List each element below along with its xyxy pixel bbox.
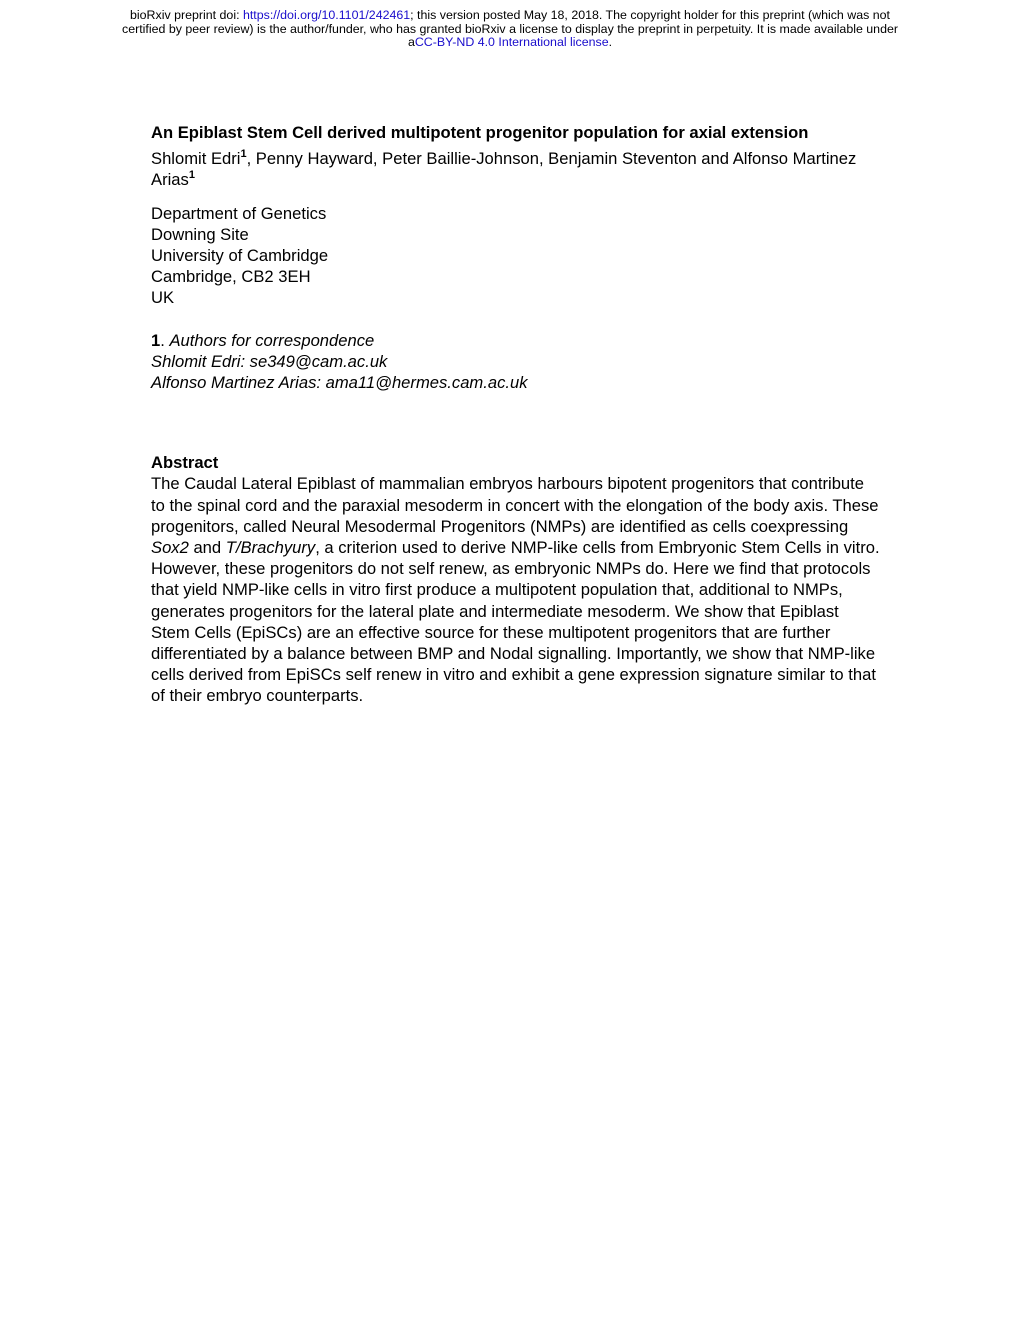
affiliation-line-2: Downing Site — [151, 224, 249, 244]
header-line-2: certified by peer review) is the author/funder, who has granted bioRxiv a license to display the preprint in perpetuity. It is made available under — [122, 21, 898, 36]
abstract-part-1: The Caudal Lateral Epiblast of mammalian embryos harbours bipotent progenitors that contribute to the spinal cord and the paraxial mesoderm in concert with the elongation of the body axis. These progenitors, called Neural Mesodermal Progenitors (NMPs) are identified as cells coexpressing — [151, 474, 879, 536]
abstract-heading: Abstract — [151, 453, 219, 473]
affiliation-line-4: Cambridge, CB2 3EH — [151, 267, 311, 287]
paper-body — [151, 122, 881, 707]
author-1: Shlomit Edri — [151, 149, 241, 169]
affiliation-line-5: UK — [151, 288, 175, 308]
correspondence-contact-1: Shlomit Edri: se349@cam.ac.uk — [151, 351, 388, 371]
license-prefix: a — [407, 35, 415, 49]
correspondence-number: 1 — [151, 330, 161, 350]
abstract-part-2: , a criterion used to derive NMP-like cells from Embryonic Stem Cells in vitro. However, these progenitors do not self renew, as embryonic NMPs do. Here we find that protocols that yield NMP-like cells in vitro first produce a multipotent population that, additional to NMPs, generates progenitors for the lateral plate and intermediate mesoderm. We show that Epiblast Stem Cells (EpiSCs) are an effective source for these multipotent progenitors that are further differentiated by a balance between BMP and Nodal signalling. Importantly, we show that NMP-like cells derived from EpiSCs self renew in vitro and exhibit a gene expression signature similar to that of their embryo counterparts. — [151, 538, 880, 706]
affiliation-line-1: Department of Genetics — [151, 203, 327, 223]
preprint-header — [60, 9, 960, 50]
affiliation — [151, 203, 881, 309]
affiliation-line-3: University of Cambridge — [151, 246, 329, 266]
header-line-3 — [60, 36, 960, 50]
correspondence-label: Authors for correspondence — [169, 330, 375, 350]
author-list — [151, 148, 881, 190]
author-1-footnote-mark: 1 — [240, 147, 247, 160]
license-link[interactable]: CC-BY-ND 4.0 International license — [414, 35, 609, 49]
abstract-and: and — [188, 538, 226, 558]
header-line1-rest: ; this version posted May 18, 2018. The copyright holder for this preprint (which was not — [410, 8, 890, 22]
abstract-text — [151, 473, 881, 706]
header-prefix: bioRxiv preprint doi: — [130, 8, 243, 22]
correspondence-contact-2: Alfonso Martinez Arias: ama11@hermes.cam.ac.uk — [151, 373, 528, 393]
gene-sox2: Sox2 — [151, 538, 189, 558]
correspondence-heading — [151, 330, 881, 351]
correspondence-sep: . — [160, 330, 170, 350]
gene-brachyury: T/Brachyury — [225, 538, 316, 558]
doi-link[interactable]: https://doi.org/10.1101/242461 — [242, 8, 411, 22]
authors-rest: , Penny Hayward, Peter Baillie-Johnson, Benjamin Steventon and Alfonso Martinez Arias — [151, 149, 857, 190]
correspondence — [151, 330, 881, 394]
license-suffix: . — [608, 35, 613, 49]
paper-title: An Epiblast Stem Cell derived multipotent progenitor population for axial extension — [151, 123, 809, 142]
header-line-1 — [60, 9, 960, 23]
author-last-footnote-mark: 1 — [188, 168, 195, 181]
